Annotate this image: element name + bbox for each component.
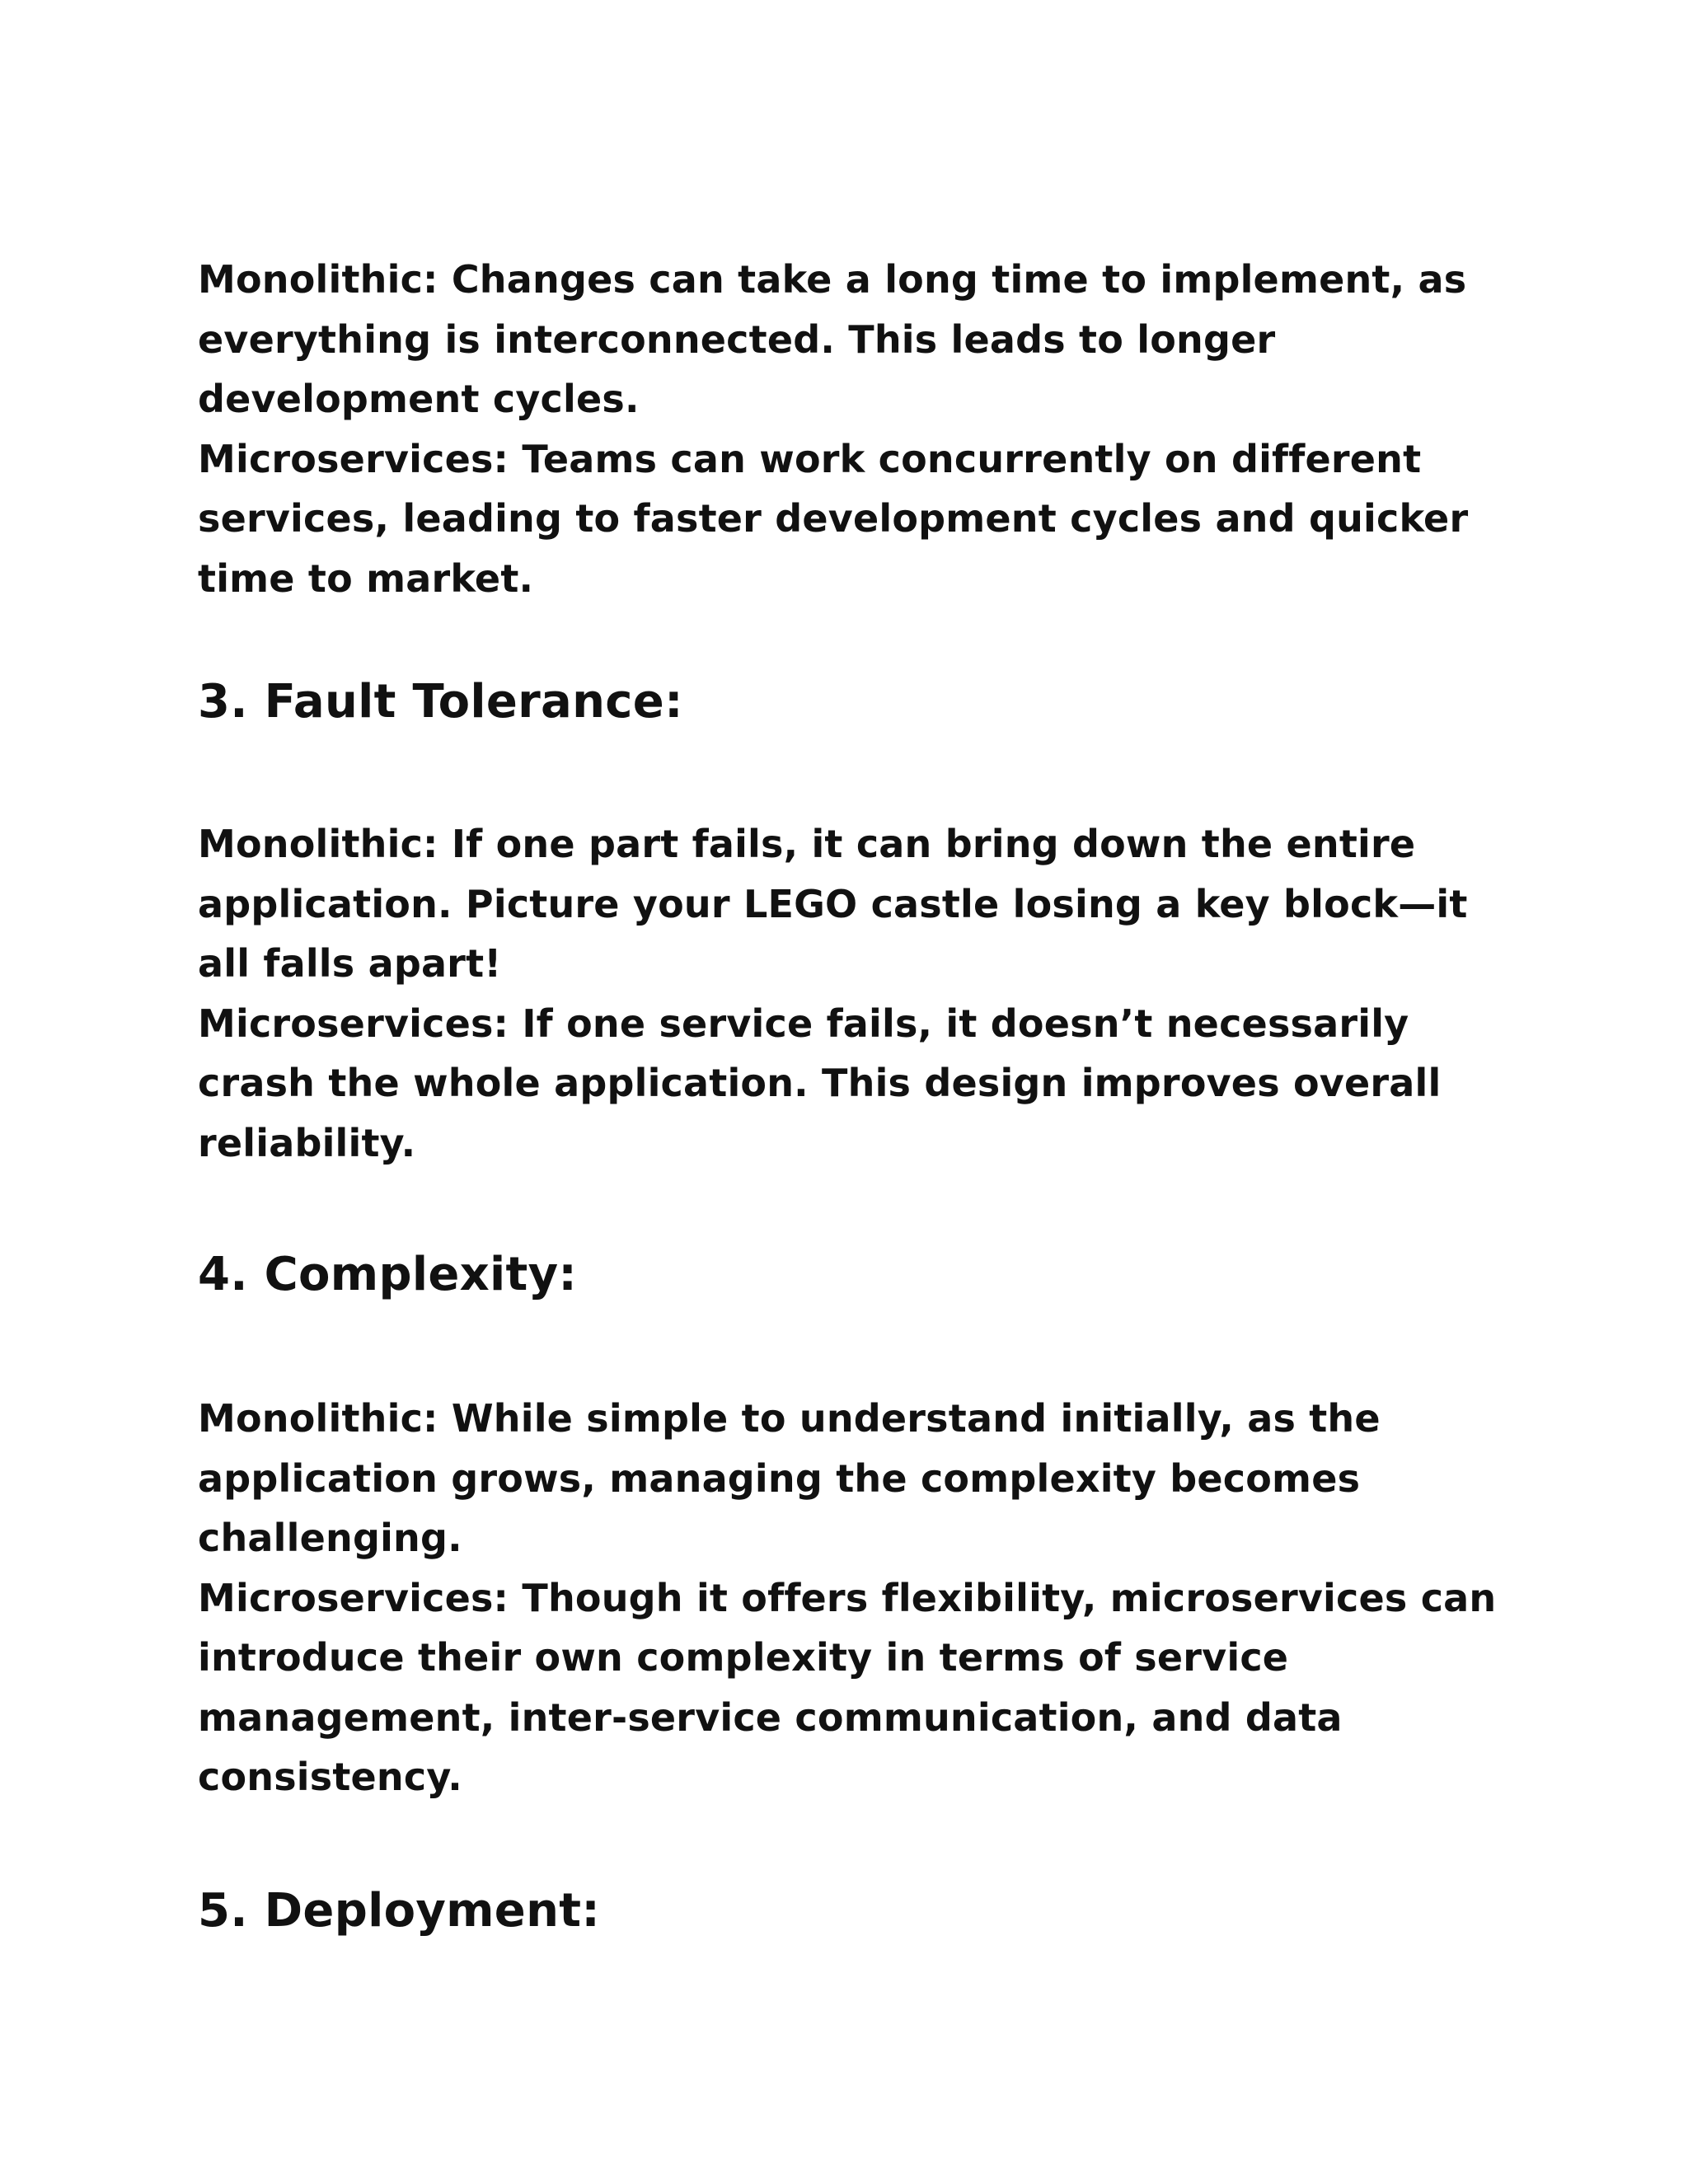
fault-tolerance-monolithic-text: Monolithic: If one part fails, it can bring down the entire application. Picture your LEGO castle losing a key block—it all falls apart! (198, 822, 1468, 986)
fault-tolerance-heading: 3. Fault Tolerance: (198, 675, 683, 729)
document-body (198, 250, 1500, 1941)
complexity-microservices-text: Microservices: Though it offers flexibility, microservices can introduce their own complexity in terms of service management, inter-service communication, and data consistency. (198, 1575, 1497, 1799)
complexity-heading: 4. Complexity: (198, 1248, 578, 1301)
complexity-monolithic-text: Monolithic: While simple to understand initially, as the application grows, managing the complexity becomes challenging. (198, 1396, 1381, 1560)
fault-tolerance-microservices-text: Microservices: If one service fails, it doesn’t necessarily crash the whole application. This design improves overall reliability. (198, 1001, 1442, 1165)
development-speed-microservices-text: Microservices: Teams can work concurrently on different services, leading to faster development cycles and quicker time to market. (198, 436, 1469, 601)
development-speed-monolithic-text: Monolithic: Changes can take a long time to implement, as everything is interconnected. This leads to longer development cycles. (198, 257, 1467, 421)
deployment-heading: 5. Deployment: (198, 1883, 601, 1938)
